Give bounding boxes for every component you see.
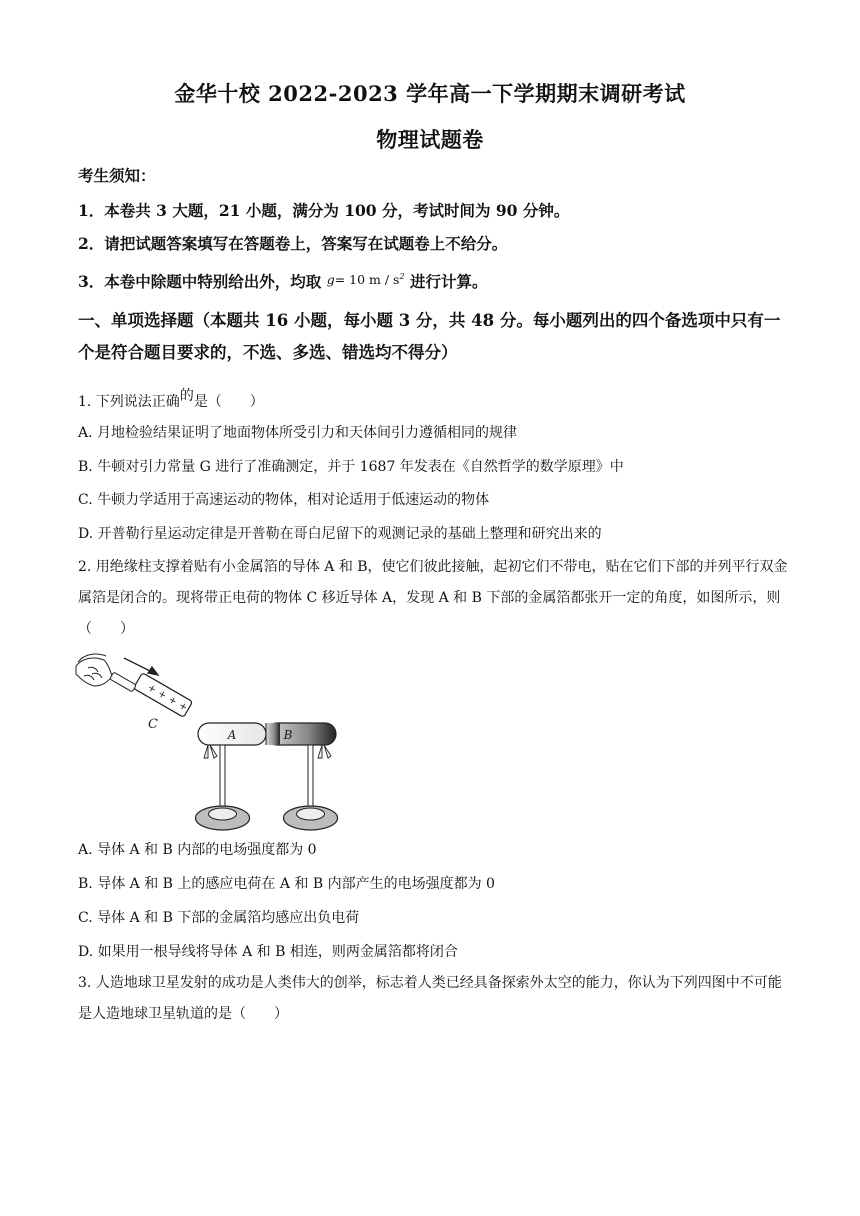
notice-heading: 考生须知： [78,166,156,185]
g-formula [327,272,405,287]
plus-sign: + [155,688,169,702]
label-c: C [148,717,158,732]
conductor-b [266,723,336,745]
q2-option-d: D. 如果用一根导线将导体 A 和 B 相连，则两金属箔都将闭合 [78,944,458,960]
notice-item-3 [78,270,488,292]
q1-option-d: D. 开普勒行星运动定律是开普勒在哥白尼留下的观测记录的基础上整理和研究出来的 [78,526,602,542]
q1-option-a: A. 月地检验结果证明了地面物体所受引力和天体间引力遵循相同的规律 [78,425,518,441]
q2-option-c: C. 导体 A 和 B 下部的金属箔均感应出负电荷 [78,910,360,926]
hand-icon [76,654,112,686]
exam-title: 金华十校 2022-2023 学年高一下学期期末调研考试 [174,81,686,106]
stand-b [284,745,338,830]
q1-stem-sup: 的 [179,388,194,404]
conductor-a [198,723,266,745]
notice-item-1: 1．本卷共 3 大题，21 小题，满分为 100 分，考试时间为 90 分钟。 [78,201,570,220]
arrow-icon [124,658,158,675]
q1-option-b: B. 牛顿对引力常量 G 进行了准确测定，并于 1687 年发表在《自然哲学的数学原理》中 [78,459,624,475]
q1-stem [78,385,264,411]
g-exponent: 2 [399,271,405,281]
q2-stem: 2. 用绝缘柱支撑着贴有小金属箔的导体 A 和 B，使它们彼此接触，起初它们不带电，贴在它们下部的并列平行双金属箔是闭合的。现将带正电荷的物体 C 移近导体 A，发现 A 和 B 下部的金属箔都张开一定的角度，如图所示，则（ ） [78,559,788,637]
plus-sign: + [145,682,159,696]
section-1-heading: 一、单项选择题（本题共 16 小题，每小题 3 分，共 48 分。每小题列出的四个备选项中只有一个是符合题目要求的，不选、多选、错选均不得分） [78,311,781,362]
q2-option-a: A. 导体 A 和 B 内部的电场强度都为 0 [78,842,317,858]
plus-sign: + [176,700,190,714]
q2-figure [74,648,344,832]
q1-stem-b: 是（ ） [193,394,264,410]
exam-subtitle: 物理试题卷 [376,127,484,152]
q2-option-b: B. 导体 A 和 B 上的感应电荷在 A 和 B 内部产生的电场强度都为 0 [78,876,495,892]
notice-item-2: 2．请把试题答案填写在答题卷上，答案写在试题卷上不给分。 [78,234,508,253]
plus-sign: + [166,694,179,708]
foil-a [204,745,217,758]
notice-item-3-after: 进行计算。 [409,272,488,291]
stand-a [196,745,250,830]
g-value: = 10 m / s [334,272,400,287]
q1-stem-a: 1. 下列说法正确 [78,394,180,410]
q3-stem: 3. 人造地球卫星发射的成功是人类伟大的创举，标志着人类已经具备探索外太空的能力，你认为下列四图中不可能是人造地球卫星轨道的是（ ） [78,975,782,1022]
g-symbol: g [326,272,335,287]
charged-rod-c [110,672,193,717]
notice-item-3-before: 3．本卷中除题中特别给出外，均取 [78,272,322,291]
label-b: B [283,728,293,742]
label-a: A [227,728,237,742]
foil-b [318,745,331,758]
q1-option-c: C. 牛顿力学适用于高速运动的物体，相对论适用于低速运动的物体 [78,492,490,508]
